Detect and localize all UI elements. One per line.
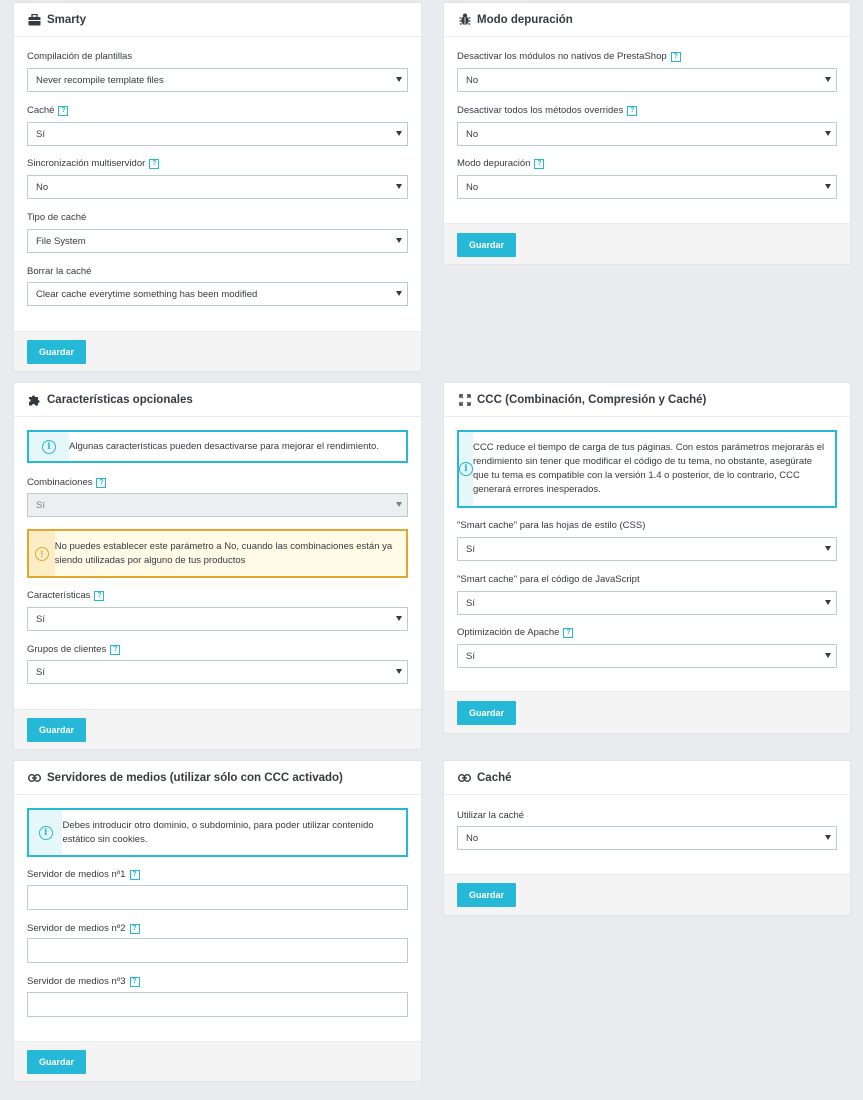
help-icon[interactable]: ? — [671, 52, 681, 62]
debug-mode-heading — [444, 3, 850, 37]
smarty-save-button[interactable]: Guardar — [27, 340, 86, 364]
media-servers-footer — [14, 1041, 421, 1081]
media-info-alert — [27, 808, 408, 857]
media-server-2-label: Servidor de medios nº2 ? — [27, 923, 140, 934]
chevron-down-icon — [825, 653, 831, 658]
chevron-down-icon — [396, 669, 402, 674]
multiserver-sync-label: Sincronización multiservidor ? — [27, 158, 159, 169]
disable-non-native-modules-select[interactable]: No — [457, 68, 837, 92]
disable-non-native-modules-label: Desactivar los módulos no nativos de PrestaShop ? — [457, 51, 681, 62]
optional-features-heading — [14, 383, 421, 417]
chevron-down-icon — [825, 546, 831, 551]
help-icon[interactable]: ? — [627, 106, 637, 116]
smart-cache-css-label: "Smart cache" para las hojas de estilo (CSS) — [457, 520, 646, 531]
disable-overrides-label: Desactivar todos los métodos overrides ? — [457, 105, 637, 116]
media-server-1-label: Servidor de medios nº1 ? — [27, 869, 140, 880]
customer-groups-select[interactable]: Sí — [27, 660, 408, 684]
chevron-down-icon — [396, 502, 402, 507]
cache-type-label: Tipo de caché — [27, 212, 87, 223]
optional-features-title: Características opcionales — [47, 393, 193, 406]
combinations-warning-alert — [27, 529, 408, 578]
features-label: Características ? — [27, 590, 104, 601]
features-info-alert — [27, 430, 408, 463]
ccc-heading — [444, 383, 850, 417]
help-icon[interactable]: ? — [130, 870, 140, 880]
ccc-save-button[interactable]: Guardar — [457, 701, 516, 725]
debug-mode-label: Modo depuración ? — [457, 158, 544, 169]
optional-features-save-button[interactable]: Guardar — [27, 718, 86, 742]
clear-cache-select[interactable]: Clear cache everytime something has been modified — [27, 282, 408, 306]
ccc-info-alert — [457, 430, 837, 508]
apache-optimization-label: Optimización de Apache ? — [457, 627, 573, 638]
combinations-select[interactable]: Sí — [27, 493, 408, 517]
smart-cache-js-label: "Smart cache" para el código de JavaScript — [457, 574, 640, 585]
ccc-info-text: CCC reduce el tiempo de carga de tus páginas. Con estos parámetros mejorarás el rendimiento sin tener que modificar el código de tu tema, no obstante, asegúrate que tu tema es compatible con la versión 1.4 o posterior, de lo contrario, CCC generará errores inesperados. — [473, 442, 825, 495]
chevron-down-icon — [825, 77, 831, 82]
info-icon: i — [39, 826, 53, 840]
combinations-label: Combinaciones ? — [27, 477, 106, 488]
help-icon[interactable]: ? — [534, 159, 544, 169]
chevron-down-icon — [396, 184, 402, 189]
chevron-down-icon — [396, 238, 402, 243]
smart-cache-css-select[interactable]: Sí — [457, 537, 837, 561]
chevron-down-icon — [825, 835, 831, 840]
media-server-1-input[interactable] — [27, 885, 408, 910]
clear-cache-label: Borrar la caché — [27, 266, 92, 277]
cache-heading — [444, 761, 850, 795]
ccc-footer — [444, 691, 850, 733]
cache-save-button[interactable]: Guardar — [457, 883, 516, 907]
puzzle-icon — [28, 393, 41, 406]
smarty-panel — [13, 2, 422, 372]
help-icon[interactable]: ? — [563, 628, 573, 638]
features-info-text: Algunas características pueden desactivarse para mejorar el rendimiento. — [69, 440, 379, 452]
smarty-panel-heading — [14, 3, 421, 37]
media-servers-save-button[interactable]: Guardar — [27, 1050, 86, 1074]
cache-select[interactable]: Sí — [27, 122, 408, 146]
smarty-footer — [14, 331, 421, 371]
debug-mode-select[interactable]: No — [457, 175, 837, 199]
chevron-down-icon — [396, 77, 402, 82]
chevron-down-icon — [396, 291, 402, 296]
media-servers-heading — [14, 761, 421, 795]
media-servers-panel — [13, 760, 422, 1082]
cache-title: Caché — [477, 771, 512, 784]
media-server-3-label: Servidor de medios nº3 ? — [27, 976, 140, 987]
warning-icon: ! — [35, 547, 49, 561]
cache-type-select[interactable]: File System — [27, 229, 408, 253]
chevron-down-icon — [396, 131, 402, 136]
info-icon: i — [459, 462, 473, 476]
help-icon[interactable]: ? — [96, 478, 106, 488]
cache-label: Caché ? — [27, 105, 68, 116]
template-compilation-label: Compilación de plantillas — [27, 51, 133, 62]
briefcase-icon — [28, 13, 41, 26]
debug-mode-title: Modo depuración — [477, 13, 573, 26]
template-compilation-select[interactable]: Never recompile template files — [27, 68, 408, 92]
use-cache-select[interactable]: No — [457, 826, 837, 850]
media-servers-title: Servidores de medios (utilizar sólo con CCC activado) — [47, 771, 343, 784]
optional-features-panel — [13, 382, 422, 750]
optional-features-footer — [14, 709, 421, 749]
link-icon — [28, 771, 41, 784]
chevron-down-icon — [825, 184, 831, 189]
features-select[interactable]: Sí — [27, 607, 408, 631]
debug-mode-footer — [444, 223, 850, 264]
help-icon[interactable]: ? — [110, 645, 120, 655]
expand-icon — [458, 393, 471, 406]
combinations-warning-text: No puedes establecer este parámetro a No, cuando las combinaciones están ya siendo utilizadas por alguno de tus productos — [54, 540, 393, 566]
help-icon[interactable]: ? — [94, 591, 104, 601]
chevron-down-icon — [825, 131, 831, 136]
chevron-down-icon — [825, 600, 831, 605]
media-server-3-input[interactable] — [27, 992, 408, 1017]
apache-optimization-select[interactable]: Sí — [457, 644, 837, 668]
help-icon[interactable]: ? — [130, 977, 140, 987]
chevron-down-icon — [396, 616, 402, 621]
help-icon[interactable]: ? — [58, 106, 68, 116]
debug-mode-save-button[interactable]: Guardar — [457, 233, 516, 257]
ccc-panel — [443, 382, 851, 734]
media-server-2-input[interactable] — [27, 938, 408, 963]
use-cache-label: Utilizar la caché — [457, 810, 525, 821]
info-icon: i — [42, 440, 56, 454]
cache-panel — [443, 760, 851, 916]
disable-overrides-select[interactable]: No — [457, 122, 837, 146]
ccc-title: CCC (Combinación, Compresión y Caché) — [477, 393, 707, 406]
help-icon[interactable]: ? — [130, 924, 140, 934]
cache-footer — [444, 874, 850, 915]
media-info-text: Debes introducir otro dominio, o subdominio, para poder utilizar contenido estático sin cookies. — [62, 819, 374, 845]
help-icon[interactable]: ? — [149, 159, 159, 169]
multiserver-sync-select[interactable]: No — [27, 175, 408, 199]
smarty-title: Smarty — [47, 13, 86, 26]
debug-mode-panel — [443, 2, 851, 265]
link-icon — [458, 771, 471, 784]
smart-cache-js-select[interactable]: Sí — [457, 591, 837, 615]
customer-groups-label: Grupos de clientes ? — [27, 644, 120, 655]
bug-icon — [458, 13, 471, 26]
